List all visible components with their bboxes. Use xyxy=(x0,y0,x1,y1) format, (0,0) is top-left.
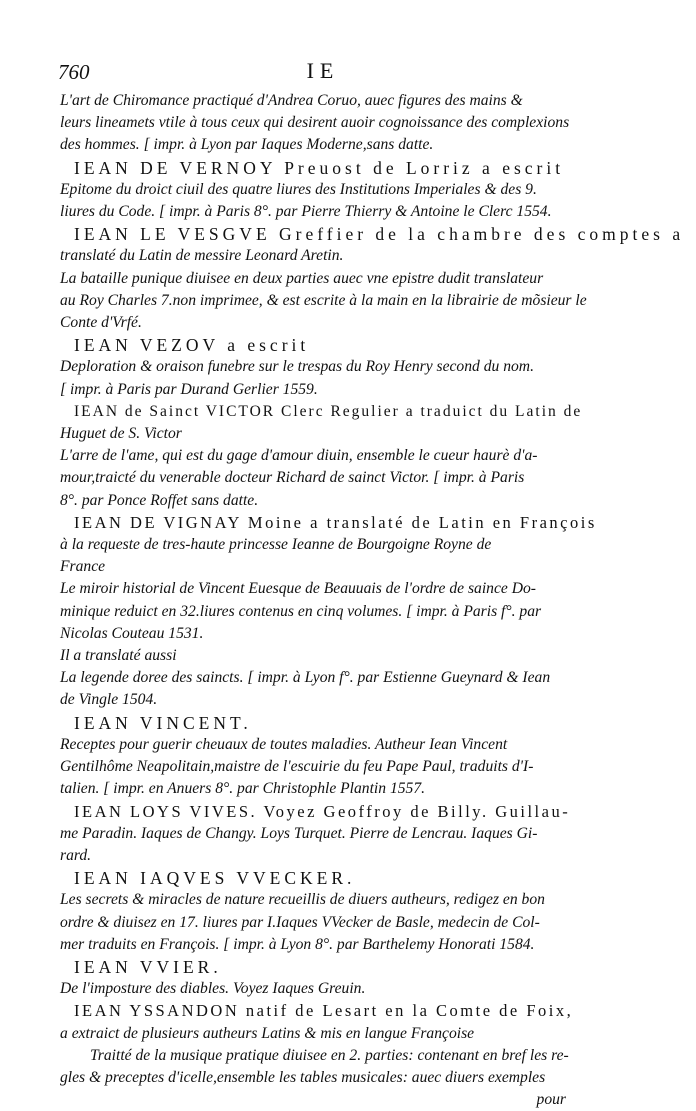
text-body xyxy=(60,90,685,1111)
text-line: Receptes pour guerir cheuaux de toutes maladies. Autheur Iean Vincent xyxy=(60,735,508,753)
author-heading: IEAN YSSANDON natif de Lesart en la Comte de Foix, xyxy=(74,1001,574,1021)
author-heading: IEAN IAQVES VVECKER. xyxy=(74,868,356,889)
text-line: La bataille punique diuisee en deux parties auec vne epistre dudit translateur xyxy=(60,269,544,287)
text-line: L'art de Chiromance practiqué d'Andrea Coruo, auec figures des mains & xyxy=(60,92,523,109)
text-line: mer traduits en François. [ impr. à Lyon 8°. par Barthelemy Honorati 1584. xyxy=(60,935,535,953)
catchword: pour xyxy=(536,1091,566,1109)
text-line: leurs lineamets vtile à tous ceux qui desirent auoir cognoissance des complexions des hommes. [ impr. à Lyon par Iaques Moderne,sans datte. xyxy=(60,114,570,154)
text-line: Deploration & oraison funebre sur le trespas du Roy Henry second du nom. xyxy=(60,358,534,376)
text-line: Epitome du droict ciuil des quatre liures des Institutions Imperiales & des 9. xyxy=(60,180,537,198)
text-line: mour,traicté du venerable docteur Richard de sainct Victor. [ impr. à Paris xyxy=(60,469,525,487)
text-line: Nicolas Couteau 1531. xyxy=(60,624,204,642)
page-header xyxy=(58,58,588,88)
text-line: Le miroir historial de Vincent Euesque de Beauuais de l'ordre de saince Do- xyxy=(60,580,536,598)
author-heading: IEAN de Sainct VICTOR Clerc Regulier a traduict du Latin de xyxy=(74,402,583,420)
text-line: me Paradin. Iaques de Changy. Loys Turquet. Pierre de Lencrau. Iaques Gi- xyxy=(60,824,538,842)
page-number: 760 xyxy=(58,60,90,84)
author-heading: IEAN LE VESGVE Greffier de la chambre des comptes a xyxy=(74,224,685,245)
text-line: ordre & diuisez en 17. liures par I.Iaques VVecker de Basle, medecin de Col- xyxy=(60,913,540,931)
running-head: IE xyxy=(306,58,340,83)
text-line: talien. [ impr. en Anuers 8°. par Christophle Plantin 1557. xyxy=(60,780,426,798)
text-line: minique reduict en 32.liures contenus en cinq volumes. [ impr. à Paris f°. par xyxy=(60,602,542,620)
text-line: à la requeste de tres-haute princesse Ieanne de Bourgoigne Royne de xyxy=(60,536,492,554)
text-line: L'arre de l'ame, qui est du gage d'amour diuin, ensemble le cueur haurè d'a- xyxy=(60,447,538,465)
text-line: liures du Code. [ impr. à Paris 8°. par Pierre Thierry & Antoine le Clerc 1554. xyxy=(60,203,552,221)
author-heading: IEAN LOYS VIVES. Voyez Geoffroy de Billy. Guillau- xyxy=(74,801,571,821)
text-line: La legende doree des saincts. [ impr. à Lyon f°. par Estienne Gueynard & Iean xyxy=(60,669,551,687)
text-line: France xyxy=(60,558,106,576)
text-line: a extraict de plusieurs autheurs Latins & mis en langue Françoise xyxy=(60,1024,475,1042)
text-line: De l'imposture des diables. Voyez Iaques Greuin. xyxy=(60,980,366,998)
text-line: au Roy Charles 7.non imprimee, & est escrite à la main en la librairie de mõsieur le Conte d'Vrfé. xyxy=(60,291,587,332)
text-line: [ impr. à Paris par Durand Gerlier 1559. xyxy=(60,380,318,398)
text-line: de Vingle 1504. xyxy=(60,691,158,709)
text-line: rard. xyxy=(60,846,92,864)
author-heading: IEAN VINCENT. xyxy=(74,712,252,733)
author-heading: IEAN DE VIGNAY Moine a translaté de Latin en François xyxy=(74,512,597,532)
text-line: Traitté de la musique pratique diuisee en 2. parties: contenant en bref les re- xyxy=(90,1046,569,1064)
text-line: translaté du Latin de messire Leonard Aretin. xyxy=(60,247,344,265)
text-line: 8°. par Ponce Roffet sans datte. xyxy=(60,491,259,509)
author-heading: IEAN VEZOV a escrit xyxy=(74,335,310,356)
text-line: gles & preceptes d'icelle,ensemble les tables musicales: auec diuers exemples xyxy=(60,1068,546,1086)
author-heading: IEAN DE VERNOY Preuost de Lorriz a escrit xyxy=(74,157,565,178)
text-line: Il a translaté aussi xyxy=(60,647,177,665)
text-line: Les secrets & miracles de nature recueillis de diuers autheurs, redigez en bon xyxy=(60,891,545,909)
text-line: Gentilhôme Neapolitain,maistre de l'escuirie du feu Pape Paul, traduits d'I- xyxy=(60,758,534,776)
author-heading: IEAN VVIER. xyxy=(74,956,222,977)
text-line: Huguet de S. Victor xyxy=(60,425,182,443)
